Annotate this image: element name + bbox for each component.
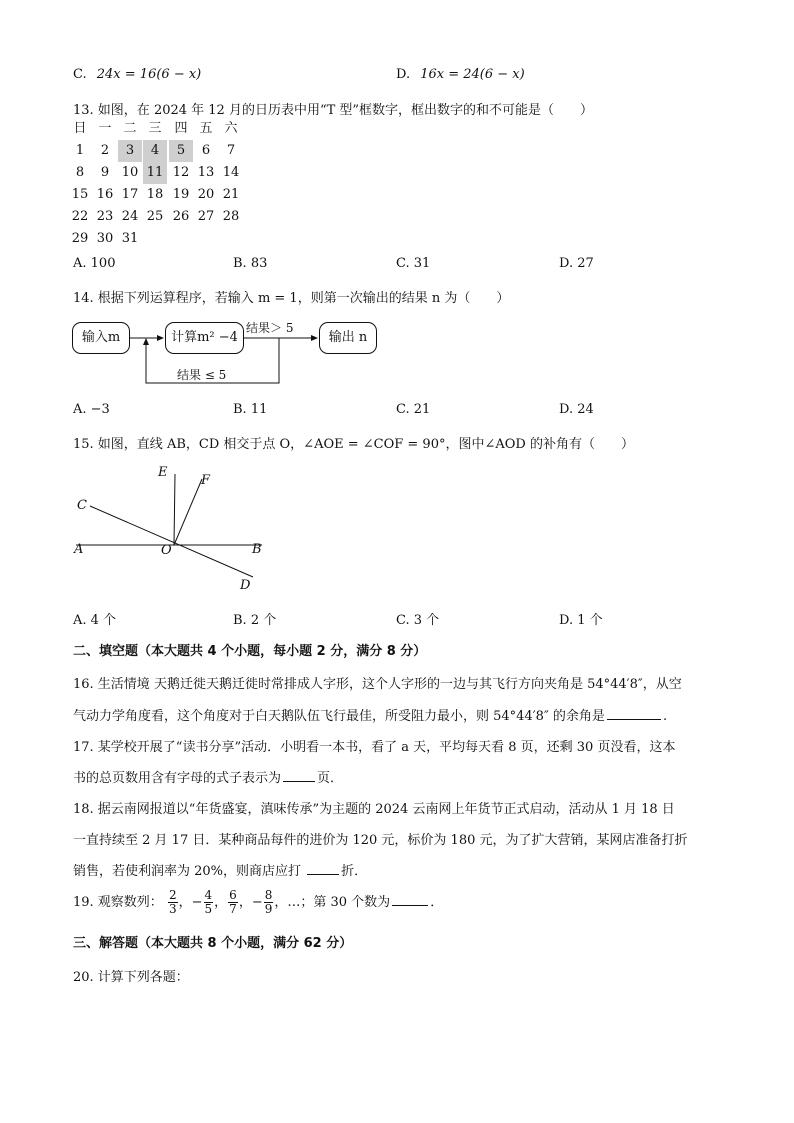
- q15-option-d: D. 1 个: [559, 613, 603, 628]
- flow-input-box: 输入m: [72, 322, 130, 354]
- q14-option-a: A. −3: [73, 402, 110, 417]
- q18-line3-text: 销售，若使利润率为 20%，则商店应打: [73, 864, 306, 879]
- calendar-day: 12: [172, 165, 190, 180]
- calendar-day: 14: [222, 165, 240, 180]
- calendar-day: 26: [172, 209, 190, 224]
- calendar-day: 29: [71, 231, 89, 246]
- q19-numerator: 8: [264, 888, 273, 902]
- q12-option-d: [396, 67, 525, 82]
- q16-line2-end: .: [662, 709, 668, 724]
- q15-figure: [66, 462, 286, 594]
- flow-cond-yes: 结果＞ 5: [246, 321, 294, 335]
- q19-numerator: 4: [204, 888, 213, 902]
- q19-sign: −: [251, 895, 263, 910]
- calendar-day: 10: [121, 165, 139, 180]
- q16-answer-blank[interactable]: [607, 707, 661, 720]
- q13-option-d: D. 27: [559, 256, 594, 271]
- q16-line2: [73, 705, 667, 724]
- calendar-day: 16: [96, 187, 114, 202]
- q19-separator: ，: [238, 895, 252, 910]
- calendar-weekday: 五: [199, 121, 213, 136]
- q19-prefix: 19. 观察数列：: [73, 895, 163, 910]
- calendar-day: 7: [226, 143, 236, 158]
- q17-line2-text: 书的总页数用含有字母的式子表示为: [73, 771, 282, 786]
- q19-end: ．: [430, 895, 444, 910]
- flow-compute-box: 计算m² −4: [165, 322, 244, 354]
- q15-option-b: B. 2 个: [233, 613, 277, 628]
- calendar-day: 30: [96, 231, 114, 246]
- q13-options: [73, 256, 733, 274]
- calendar-weekday: 二: [123, 121, 137, 136]
- q15-label-a: A: [74, 542, 84, 557]
- calendar-day: 23: [96, 209, 114, 224]
- q14-option-c: C. 21: [396, 402, 431, 417]
- q15-label-d: D: [240, 578, 251, 593]
- q19-denominator: 7: [229, 902, 237, 916]
- calendar-day: 17: [121, 187, 139, 202]
- q13-option-b: B. 83: [233, 256, 268, 271]
- q19-separator: ，: [214, 895, 228, 910]
- section3-title: 三、解答题（本大题共 8 个小题，满分 62 分）: [73, 936, 353, 951]
- calendar-day: 13: [197, 165, 215, 180]
- q19-denominator: 9: [264, 902, 273, 916]
- q19-fraction: [168, 889, 178, 916]
- q15-label-e: E: [158, 465, 168, 480]
- q14-option-b: B. 11: [233, 402, 268, 417]
- q15-options: [73, 609, 733, 627]
- calendar-day: 27: [197, 209, 215, 224]
- calendar-day: 2: [100, 143, 110, 158]
- calendar-day-highlighted: 11: [143, 162, 167, 184]
- q19-numerator: 2: [168, 888, 177, 902]
- calendar-day: 25: [146, 209, 164, 224]
- q15-label-c: C: [77, 498, 87, 513]
- calendar-day: 24: [121, 209, 139, 224]
- q18-line1: 18. 据云南网报道以“年货盛宴，滇味传承”为主题的 2024 云南网上年货节正式启动，活动从 1 月 18 日: [73, 802, 675, 817]
- q17-line2-end: 页．: [317, 771, 344, 786]
- calendar-weekday: 日: [73, 121, 87, 136]
- q13-option-a: A. 100: [73, 256, 116, 271]
- q17-answer-blank[interactable]: [283, 769, 315, 782]
- calendar-day-highlighted: 5: [169, 140, 193, 162]
- flow-cond-no: 结果 ≤ 5: [177, 368, 227, 382]
- q18-line3: [73, 860, 367, 879]
- calendar-day: 1: [75, 143, 85, 158]
- q15-label-f: F: [201, 473, 211, 488]
- q13-calendar: [68, 118, 248, 250]
- q18-answer-blank[interactable]: [307, 862, 339, 875]
- q19-suffix: ，…；第 30 个数为: [274, 895, 391, 910]
- calendar-weekday: 六: [224, 121, 238, 136]
- calendar-day: 6: [201, 143, 211, 158]
- calendar-weekday: 一: [98, 121, 112, 136]
- calendar-day-highlighted: 4: [143, 140, 167, 162]
- calendar-day: 31: [121, 231, 139, 246]
- q14-option-d: D. 24: [559, 402, 594, 417]
- flow-output-box: 输出 n: [319, 322, 377, 354]
- q20-stem: 20. 计算下列各题：: [73, 970, 189, 985]
- calendar-day: 20: [197, 187, 215, 202]
- q15-option-c: C. 3 个: [396, 613, 440, 628]
- calendar-day: 21: [222, 187, 240, 202]
- calendar-day: 22: [71, 209, 89, 224]
- q16-line1: 16. 生活情境 天鹅迁徙天鹅迁徙时常排成人字形，这个人字形的一边与其飞行方向夹角是 54°44′8″，从空: [73, 677, 682, 692]
- q15-label-o: O: [161, 543, 172, 558]
- q19-line: [73, 885, 443, 921]
- q19-denominator: 3: [168, 902, 177, 916]
- calendar-day: 8: [75, 165, 85, 180]
- q19-numerator: 6: [229, 888, 237, 902]
- q12-option-d-expr: 16x = 24(6 − x): [420, 67, 525, 82]
- q15-stem: 15. 如图，直线 AB，CD 相交于点 O，∠AOE = ∠COF = 90°，图中∠AOD 的补角有（ ）: [73, 437, 634, 452]
- q15-option-a: A. 4 个: [73, 613, 117, 628]
- calendar-day: 28: [222, 209, 240, 224]
- q18-line3-end: 折．: [341, 864, 368, 879]
- calendar-day: 19: [172, 187, 190, 202]
- q12-option-c: [73, 67, 201, 82]
- q15-label-b: B: [252, 542, 262, 557]
- q14-options: [73, 402, 733, 420]
- calendar-weekday: 四: [174, 121, 188, 136]
- q19-sign: −: [191, 895, 203, 910]
- q19-answer-blank[interactable]: [392, 893, 428, 906]
- q12-option-c-expr: 24x = 16(6 − x): [96, 67, 202, 82]
- q19-fraction: [228, 889, 238, 916]
- calendar-day: 9: [100, 165, 110, 180]
- calendar-day: 15: [71, 187, 89, 202]
- calendar-weekday: 三: [148, 121, 162, 136]
- q19-fraction: [204, 889, 214, 916]
- calendar-day: 18: [146, 187, 164, 202]
- q19-sequence: [167, 888, 274, 916]
- q14-flowchart: [60, 316, 400, 388]
- q19-separator: ，: [178, 895, 192, 910]
- section2-title: 二、填空题（本大题共 4 个小题，每小题 2 分，满分 8 分）: [73, 644, 427, 659]
- q19-denominator: 5: [204, 902, 213, 916]
- flow-arrows: [60, 316, 400, 388]
- q18-line2: 一直持续至 2 月 17 日．某种商品每件的进价为 120 元，标价为 180 元，为了扩大营销，某网店准备打折: [73, 833, 688, 848]
- q12-option-c-letter: C.: [73, 67, 87, 82]
- q17-line2: [73, 767, 343, 786]
- q16-line2-text: 气动力学角度看，这个角度对于白天鹅队伍飞行最佳，所受阻力最小，则 54°44′8″ 的余角是: [73, 709, 605, 724]
- q13-stem: 13. 如图，在 2024 年 12 月的日历表中用“T 型”框数字，框出数字的和不可能是（ ）: [73, 103, 594, 118]
- q15-lines: [66, 462, 286, 594]
- q14-stem: 14. 根据下列运算程序，若输入 m = 1，则第一次输出的结果 n 为（ ）: [73, 291, 510, 306]
- q13-option-c: C. 31: [396, 256, 431, 271]
- calendar-day-highlighted: 3: [118, 140, 142, 162]
- q12-option-d-letter: D.: [396, 67, 411, 82]
- q17-line1: 17. 某学校开展了“读书分享”活动．小明看一本书，看了 a 天，平均每天看 8 页，还剩 30 页没看，这本: [73, 740, 676, 755]
- q19-fraction: [264, 889, 274, 916]
